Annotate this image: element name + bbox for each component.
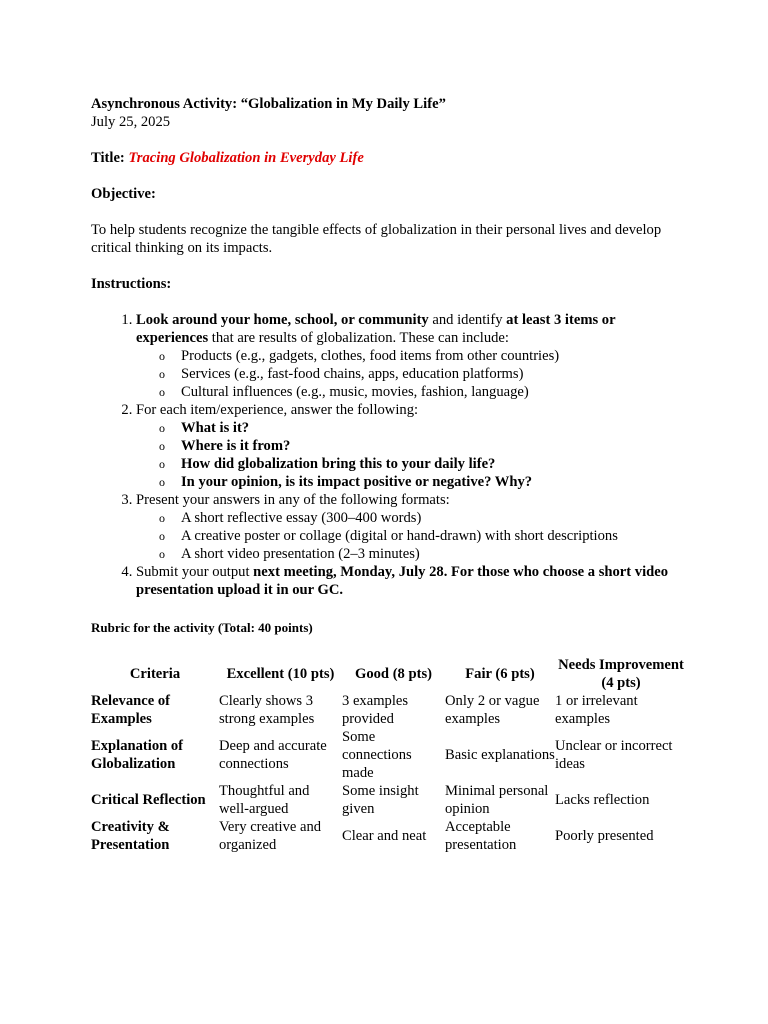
table-cell: Clearly shows 3 strong examples [219, 693, 315, 727]
rubric-title: Rubric for the activity (Total: 40 points) [91, 620, 313, 635]
table-cell: 3 examples provided [342, 693, 409, 727]
objective-heading: Objective: [91, 186, 156, 202]
instruction-step-3 [136, 491, 691, 563]
step4-bold: next meeting, Monday, July 28. For those who choose a short video presentation upload it in our GC. [136, 564, 669, 598]
table-cell: Deep and accurate connections [219, 738, 327, 772]
column-header: Excellent (10 pts) [226, 666, 335, 682]
bullet-icon: o [159, 457, 165, 471]
table-cell: 1 or irrelevant examples [555, 693, 638, 727]
table-cell: Very creative and organized [219, 819, 322, 853]
objective-text: To help students recognize the tangible effects of globalization in their personal lives and develop critical thinking on its impacts. [91, 222, 662, 256]
bullet-icon: o [159, 349, 165, 363]
table-header-row [91, 656, 687, 692]
column-header: Criteria [129, 666, 181, 682]
bullet-icon: o [159, 439, 165, 453]
table-row [91, 782, 687, 818]
table-cell: Acceptable presentation [445, 819, 517, 853]
step2-text: For each item/experience, answer the following: [136, 402, 419, 418]
list-item: o What is it? [159, 420, 250, 436]
instructions-heading: Instructions: [91, 276, 172, 292]
title-text: Tracing Globalization in Everyday Life [128, 150, 364, 166]
step1-bold-1: Look around your home, school, or community [136, 312, 429, 328]
column-header: Needs Improvement (4 pts) [558, 657, 684, 691]
table-row [91, 818, 687, 854]
bullet-icon: o [159, 385, 165, 399]
column-header: Fair (6 pts) [465, 666, 535, 682]
table-cell: Poorly presented [555, 828, 654, 844]
table-row [91, 692, 687, 728]
bullet-icon: o [159, 421, 165, 435]
table-cell: Lacks reflection [555, 792, 650, 808]
rubric-table [91, 656, 687, 854]
instruction-step-1 [136, 311, 691, 401]
list-item: o Where is it from? [159, 438, 291, 454]
list-item: o A creative poster or collage (digital or hand-drawn) with short descriptions [159, 528, 618, 544]
list-item: o A short video presentation (2–3 minutes) [159, 546, 420, 562]
table-cell: Explanation of Globalization [91, 738, 184, 772]
bullet-icon: o [159, 367, 165, 381]
table-cell: Some connections made [342, 729, 412, 781]
document-date: July 25, 2025 [91, 114, 171, 130]
table-cell: Creativity & Presentation [91, 819, 170, 853]
step3-text: Present your answers in any of the following formats: [136, 492, 450, 508]
table-cell: Relevance of Examples [91, 693, 171, 727]
table-cell: Clear and neat [342, 828, 427, 844]
table-cell: Basic explanations [445, 747, 555, 763]
activity-heading: Asynchronous Activity: “Globalization in My Daily Life” [91, 96, 446, 112]
table-cell: Only 2 or vague examples [445, 693, 540, 727]
title-line [91, 149, 691, 167]
bullet-icon: o [159, 475, 165, 489]
bullet-icon: o [159, 547, 165, 561]
step4-text: Submit your output [136, 564, 254, 580]
table-cell: Some insight given [342, 783, 419, 817]
list-item: o Services (e.g., fast-food chains, apps, education platforms) [159, 366, 524, 382]
step3-sublist [136, 509, 691, 563]
step1-sublist [136, 347, 691, 401]
step1-bold-2: at least 3 items or experiences [136, 312, 616, 346]
list-item: o A short reflective essay (300–400 words) [159, 510, 422, 526]
step2-sublist [136, 419, 691, 491]
bullet-icon: o [159, 511, 165, 525]
instructions-list [91, 311, 691, 599]
column-header: Good (8 pts) [354, 666, 433, 682]
title-label: Title: [91, 150, 125, 166]
instruction-step-4 [136, 563, 691, 599]
bullet-icon: o [159, 529, 165, 543]
table-cell: Thoughtful and well-argued [219, 783, 310, 817]
table-cell: Unclear or incorrect ideas [555, 738, 673, 772]
instruction-step-2 [136, 401, 691, 491]
table-cell: Minimal personal opinion [445, 783, 549, 817]
list-item: o Cultural influences (e.g., music, movies, fashion, language) [159, 384, 529, 400]
step1-text-2: that are results of globalization. These can include: [208, 330, 509, 346]
table-cell: Critical Reflection [91, 792, 206, 808]
list-item: o In your opinion, is its impact positive or negative? Why? [159, 474, 533, 490]
list-item: o Products (e.g., gadgets, clothes, food items from other countries) [159, 348, 560, 364]
step1-text-1: and identify [428, 312, 507, 328]
list-item: o How did globalization bring this to your daily life? [159, 456, 496, 472]
table-row [91, 728, 687, 782]
